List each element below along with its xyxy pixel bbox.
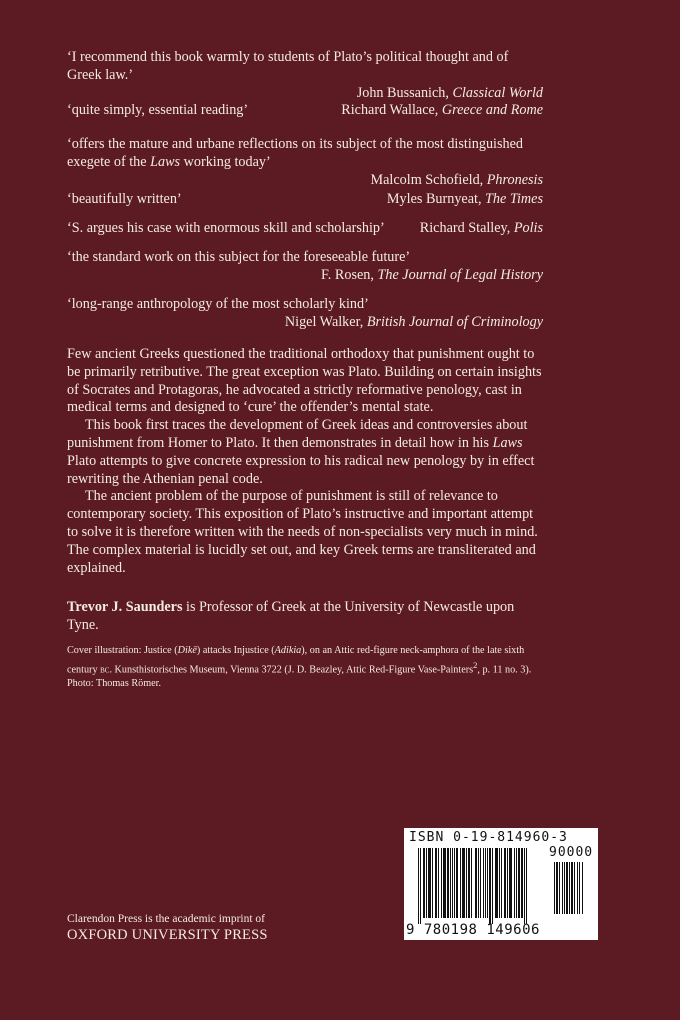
barcode-bar [574, 862, 575, 914]
barcode-bar [456, 848, 458, 918]
barcode-bar [562, 862, 563, 914]
credit-italic: Adikia [274, 645, 302, 656]
barcode-bar [509, 848, 512, 918]
review-attribution [341, 101, 543, 119]
barcode-bar [426, 848, 427, 918]
review-quote-4 [67, 190, 543, 208]
summary-text-part: Plato attempts to give concrete expression to his radical new penology by in effect rewriting the Athenian penal code. [67, 452, 535, 487]
barcode-bar [571, 862, 573, 914]
barcode-bar [478, 848, 479, 918]
barcode-bar [423, 848, 425, 918]
barcode-bar [489, 848, 491, 924]
barcode-bar [435, 848, 437, 918]
publisher-imprint [67, 912, 367, 944]
barcode-bar [559, 862, 560, 914]
credit-text: Cover illustration: Justice ( [67, 645, 178, 656]
barcode-bar [564, 862, 565, 914]
review-attribution [387, 190, 543, 208]
summary-text-part: This book first traces the development of Greek ideas and controversies about punishment from Homer to Plato. It then demonstrates in detail how in his [67, 417, 528, 451]
review-quote-2 [67, 101, 543, 119]
author-bio [67, 598, 543, 634]
publisher-name: OXFORD UNIVERSITY PRESS [67, 927, 268, 943]
reviewer-name: John Bussanich, [356, 85, 453, 101]
review-text: ‘S. argues his case with enormous skill and scholarship’ [67, 220, 385, 236]
price-addon-text: 90000 [549, 845, 594, 860]
barcode-bar [501, 848, 502, 918]
barcode-bar [487, 848, 488, 918]
barcode-bar [462, 848, 465, 918]
addon-barcode [554, 862, 596, 920]
review-source: The Times [485, 191, 543, 207]
review-attribution [67, 313, 543, 331]
barcode-bar [504, 848, 506, 918]
reviewer-name: Richard Wallace, [341, 102, 442, 118]
review-attribution [67, 171, 543, 189]
credit-italic: Dikē [177, 645, 197, 656]
barcode-bar [447, 848, 449, 918]
barcode-bar [418, 848, 419, 924]
review-text: ‘the standard work on this subject for the foreseeable future’ [67, 249, 411, 265]
barcode-bar [524, 848, 525, 924]
summary-paragraph-3: The ancient problem of the purpose of punishment is still of relevance to contemporary society. This exposition of Plato’s instructive and important attempt to solve it is therefore written with the needs of non-specialists very much in mind. The complex material is lucidly set out, and key Greek terms are transliterated and explained. [67, 488, 538, 576]
ean-barcode [418, 848, 546, 924]
isbn-text: ISBN 0-19-814960-3 [409, 830, 568, 845]
review-source: The Journal of Legal History [377, 267, 543, 283]
review-text-italic: Laws [150, 154, 181, 170]
review-attribution [67, 266, 543, 284]
barcode-bar [454, 848, 455, 918]
barcode-bar [499, 848, 500, 918]
barcode-bar [480, 848, 481, 918]
barcode-bar [516, 848, 517, 918]
barcode-bar [569, 862, 570, 914]
review-text [67, 135, 543, 171]
review-source: British Journal of Criminology [366, 314, 543, 330]
review-text: ‘beautifully written’ [67, 191, 182, 207]
barcode-bar [514, 848, 515, 918]
summary-paragraph-1: Few ancient Greeks questioned the traditional orthodoxy that punishment ought to be primarily retributive. The great exception was Plato. Building on certain insights of Socrates and Protagoras, he advocated a strictly reformative penology, cast in medical terms and designed to ‘cure’ the offender’s mental state. [67, 346, 542, 416]
barcode-bar [554, 862, 555, 914]
author-description: is Professor of Greek at the University of Newcastle upon Tyne. [67, 599, 515, 633]
review-quote-6 [67, 248, 543, 284]
review-text: ‘long-range anthropology of the most scholarly kind’ [67, 296, 369, 312]
barcode-bar [485, 848, 486, 918]
review-quote-5 [67, 219, 543, 237]
barcode-bar [420, 848, 421, 924]
imprint-line: Clarendon Press is the academic imprint of [67, 913, 266, 925]
reviewer-name: Malcolm Schofield, [370, 172, 487, 188]
barcode-bar [492, 848, 493, 924]
barcode-bar [441, 848, 442, 918]
barcode-bar [452, 848, 453, 918]
barcode-bar [483, 848, 484, 918]
review-source: Greece and Rome [441, 102, 543, 118]
review-text: ‘quite simply, essential reading’ [67, 102, 249, 118]
credit-text: ), on an Attic red-figure neck-amphora of the late sixth century [67, 645, 525, 676]
barcode-bar [428, 848, 431, 918]
summary-text-italic: Laws [492, 434, 523, 451]
barcode-bar [521, 848, 523, 918]
barcode-bar [507, 848, 508, 918]
review-source: Classical World [452, 85, 543, 101]
review-source: Polis [513, 220, 543, 236]
barcode-bar [495, 848, 498, 918]
reviewer-name: Nigel Walker, [284, 314, 367, 330]
review-text: ‘I recommend this book warmly to students of Plato’s political thought and of Greek law.’ [67, 49, 509, 83]
cover-illustration-credit [67, 644, 543, 691]
credit-smallcaps: bc [100, 664, 110, 676]
barcode-bar [579, 862, 580, 914]
barcode-bar [460, 848, 461, 918]
credit-superscript: 2 [473, 660, 478, 670]
barcode-bar [556, 862, 558, 914]
credit-text: ) attacks Injustice ( [196, 645, 275, 656]
reviewer-name: Richard Stalley, [419, 220, 514, 236]
barcode-bar [582, 862, 583, 914]
review-text-part: ‘offers the mature and urbane reflections on its subject of the most distinguished exegete of the [67, 136, 523, 170]
credit-text: . Kunsthistorisches Museum, Vienna 3722 (J. D. Beazley, Attic Red-Figure Vase-Painters [109, 664, 474, 676]
barcode-bar [577, 862, 578, 914]
barcode-bar [443, 848, 446, 918]
review-quote-7 [67, 295, 543, 331]
review-quote-1 [67, 48, 543, 102]
reviewer-name: Myles Burnyeat, [386, 191, 486, 207]
barcode-bar [471, 848, 472, 918]
review-quote-3 [67, 135, 543, 189]
summary-paragraph-2 [67, 417, 543, 488]
barcode-bar [438, 848, 439, 918]
review-source: Phronesis [486, 172, 543, 188]
review-attribution [420, 219, 543, 237]
credit-text: , p. 11 no. 3). Photo: Thomas Römer. [67, 664, 532, 690]
barcode-panel [404, 828, 598, 940]
barcode-bar [518, 848, 520, 918]
barcode-bar [450, 848, 451, 918]
ean-digits: 9 780198 149606 [406, 922, 540, 938]
barcode-bar [526, 848, 527, 924]
author-name: Trevor J. Saunders [67, 599, 183, 615]
review-text-part: working today’ [180, 154, 271, 170]
barcode-bar [468, 848, 470, 918]
review-attribution [67, 84, 543, 102]
barcode-bar [432, 848, 433, 918]
barcode-bar [475, 848, 477, 918]
reviewer-name: F. Rosen, [321, 267, 378, 283]
barcode-bar [566, 862, 568, 914]
barcode-bar [466, 848, 467, 918]
book-summary [67, 346, 543, 577]
